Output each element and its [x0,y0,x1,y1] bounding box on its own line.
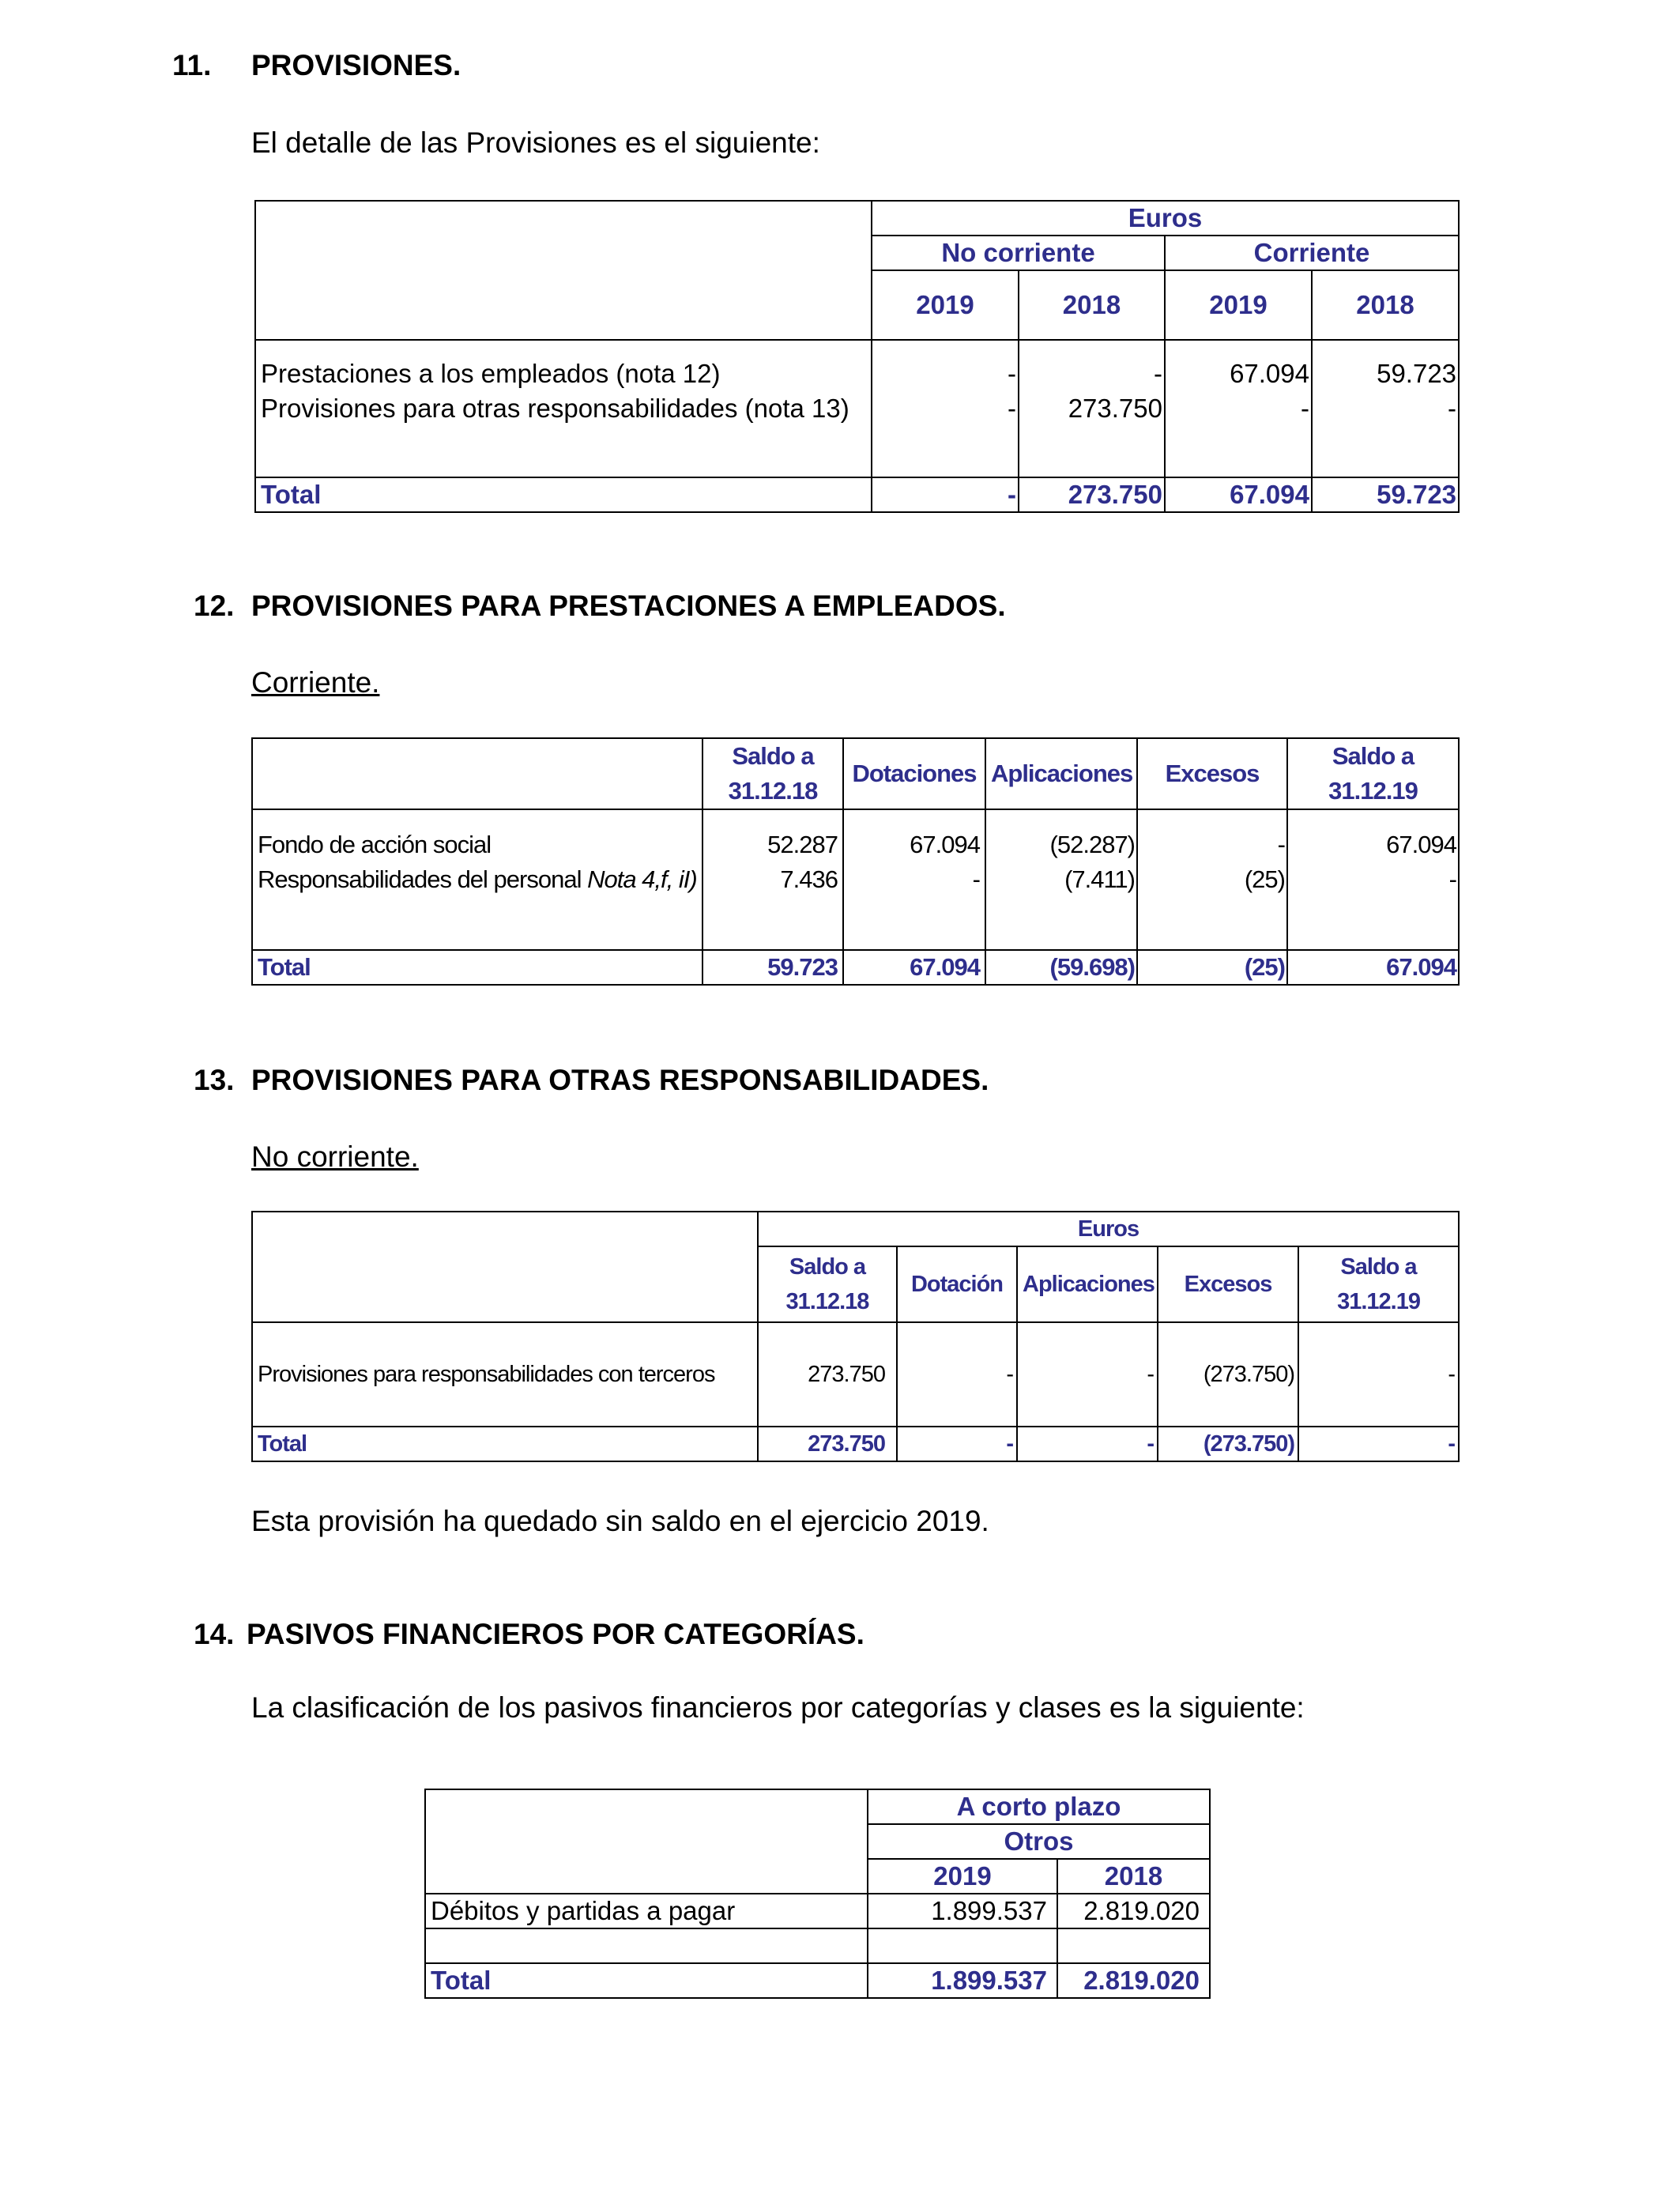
total-value: - [897,1427,1017,1461]
section-title: PROVISIONES PARA OTRAS RESPONSABILIDADES. [251,1064,989,1096]
total-value: (59.698) [985,950,1137,985]
col-values [1137,809,1287,950]
total-value: 67.094 [843,950,985,985]
row-label: Provisiones para otras responsabilidades (nota 13) [261,394,849,423]
cell-value: - [1448,865,1456,893]
total-value: - [872,477,1019,512]
year-header: 2019 [872,270,1019,340]
cell-value: (52.287) [1049,831,1135,858]
table-row [425,1894,1210,1928]
cell-value: - [1008,359,1016,388]
provisiones-table [254,200,1460,513]
total-value: - [1298,1427,1459,1461]
row-label [258,862,697,897]
section-number: 11. [172,49,212,81]
year-header: 2019 [1165,270,1312,340]
header-excesos: Excesos [1158,1246,1298,1322]
col-values [703,809,843,950]
subheader-otros: Otros [868,1824,1210,1859]
cell-value: - [1008,394,1016,423]
row-label-text: Responsabilidades del personal [258,865,588,893]
empty-row [425,1928,1210,1963]
empty-cell [1057,1928,1210,1963]
section-number: 14. [194,1618,235,1650]
section-12-heading [194,590,1006,623]
cell-value: - [1448,394,1457,423]
total-label: Total [425,1963,868,1998]
header-blank-cell [425,1789,868,1894]
section-title: PROVISIONES. [251,49,461,81]
cell-value: 1.899.537 [868,1894,1057,1928]
group-header-euros: Euros [872,201,1459,236]
total-label: Total [255,477,872,512]
cell-value: - [897,1322,1017,1427]
total-row [425,1963,1210,1998]
total-value: 1.899.537 [868,1963,1057,1998]
empty-cell [425,1928,868,1963]
row-label [258,827,697,862]
table-row [252,1322,1459,1427]
header-saldo-inicial [758,1246,897,1322]
section-number: 12. [194,590,235,622]
cell-value: 67.094 [1386,831,1456,858]
year-header: 2018 [1312,270,1459,340]
total-value: 2.819.020 [1057,1963,1210,1998]
subheader-no-corriente: No corriente [872,236,1165,270]
header-text: 31.12.19 [1337,1289,1420,1314]
row-label: Débitos y partidas a pagar [425,1894,868,1928]
cell-value: 273.750 [1068,394,1162,423]
cell-value: 273.750 [758,1322,897,1427]
group-header-euros: Euros [758,1212,1459,1246]
cell-value: 2.819.020 [1057,1894,1210,1928]
total-value: (273.750) [1158,1427,1298,1461]
total-value: 273.750 [758,1427,897,1461]
header-blank-cell [252,738,703,809]
total-label: Total [252,950,703,985]
header-dotacion: Dotación [897,1246,1017,1322]
header-blank-cell [255,201,872,340]
header-saldo-inicial [703,738,843,809]
table-body-row [252,809,1459,950]
cell-value: - [1154,359,1162,388]
header-saldo-final [1287,738,1459,809]
header-text: 31.12.19 [1328,777,1418,805]
total-label: Total [252,1427,758,1461]
row-labels [255,340,872,477]
col-values [985,809,1137,950]
cell-value: - [972,865,980,893]
year-header: 2018 [1019,270,1165,340]
total-row [255,477,1459,512]
col-values [872,340,1019,477]
section-13-heading [194,1064,989,1097]
header-aplicaciones: Aplicaciones [985,738,1137,809]
header-text: 31.12.18 [785,1289,869,1314]
row-label-note: Nota 4,f, iI) [587,865,697,893]
col-values [1287,809,1459,950]
header-blank-cell [252,1212,758,1322]
section-title: PASIVOS FINANCIEROS POR CATEGORÍAS. [247,1618,864,1650]
section-14-intro: La clasificación de los pasivos financieros por categorías y clases es la siguiente: [251,1691,1305,1724]
header-text: Saldo a [789,1254,866,1280]
section-13-subtitle: No corriente. [251,1140,419,1173]
otras-responsabilidades-table [251,1211,1460,1462]
cell-value: (7.411) [1064,865,1135,893]
total-value: 67.094 [1287,950,1459,985]
row-label-text: Fondo de acción social [258,831,492,858]
cell-value: (273.750) [1158,1322,1298,1427]
total-value: 273.750 [1019,477,1165,512]
total-row [252,950,1459,985]
cell-value: - [1298,1322,1459,1427]
header-saldo-final [1298,1246,1459,1322]
year-header: 2019 [868,1859,1057,1894]
group-header-corto-plazo: A corto plazo [868,1789,1210,1824]
header-excesos: Excesos [1137,738,1287,809]
cell-value: 67.094 [910,831,980,858]
section-14-heading [194,1618,864,1651]
col-values [843,809,985,950]
cell-value: 7.436 [780,865,838,893]
section-12-subtitle: Corriente. [251,666,380,699]
header-text: Saldo a [732,742,814,770]
header-dotaciones: Dotaciones [843,738,985,809]
col-values [1019,340,1165,477]
cell-value: - [1301,394,1309,423]
cell-value: 59.723 [1377,359,1457,388]
cell-value: 52.287 [767,831,838,858]
subheader-corriente: Corriente [1165,236,1459,270]
total-value: (25) [1137,950,1287,985]
header-aplicaciones: Aplicaciones [1017,1246,1158,1322]
cell-value: - [1277,831,1285,858]
year-header: 2018 [1057,1859,1210,1894]
total-value: 59.723 [1312,477,1459,512]
cell-value: - [1017,1322,1158,1427]
row-labels [252,809,703,950]
section-number: 13. [194,1064,235,1096]
section-11-heading [172,49,461,82]
total-row [252,1427,1459,1461]
row-label: Provisiones para responsabilidades con terceros [252,1322,758,1427]
cell-value: 67.094 [1230,359,1309,388]
header-text: Saldo a [1340,1254,1417,1280]
total-value: 59.723 [703,950,843,985]
col-values [1312,340,1459,477]
section-11-intro: El detalle de las Provisiones es el siguiente: [251,126,820,159]
table-body-row [255,340,1459,477]
section-13-note: Esta provisión ha quedado sin saldo en el ejercicio 2019. [251,1505,989,1537]
col-values [1165,340,1312,477]
header-text: Saldo a [1332,742,1414,770]
row-label: Prestaciones a los empleados (nota 12) [261,359,721,388]
section-title: PROVISIONES PARA PRESTACIONES A EMPLEADOS. [251,590,1006,622]
header-text: 31.12.18 [728,777,818,805]
total-value: - [1017,1427,1158,1461]
total-value: 67.094 [1165,477,1312,512]
empty-cell [868,1928,1057,1963]
prestaciones-empleados-table [251,737,1460,986]
cell-value: (25) [1244,865,1285,893]
pasivos-financieros-table [424,1789,1211,1999]
